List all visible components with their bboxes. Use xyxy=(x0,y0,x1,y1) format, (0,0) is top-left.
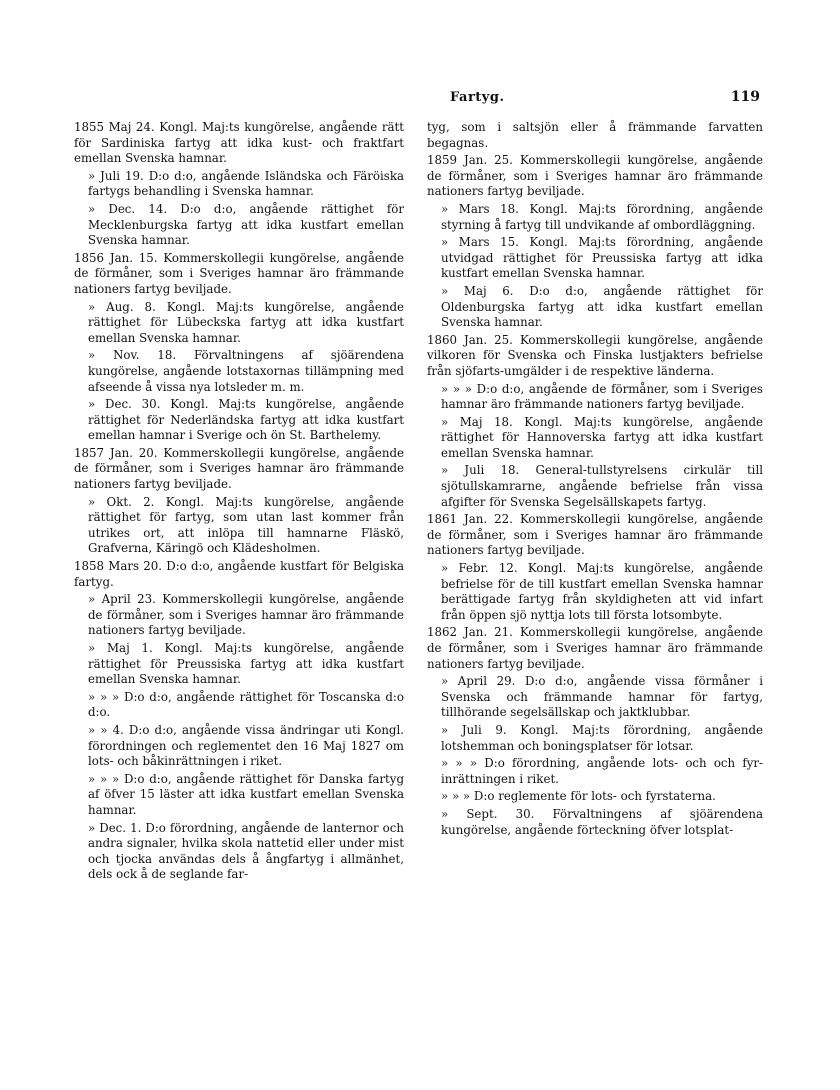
register-entry xyxy=(74,559,404,590)
register-entry xyxy=(74,169,404,200)
entry-date: 1858 Mars 20. xyxy=(74,559,163,574)
register-entry xyxy=(427,512,763,559)
page-header xyxy=(60,90,760,112)
register-entry xyxy=(74,772,404,819)
entry-date: » » » xyxy=(441,381,472,396)
register-entry xyxy=(427,674,763,721)
register-entry xyxy=(74,300,404,347)
entry-text: Kommerskollegii kungörelse, angående de förmåner, som i Sveriges hamnar äro främmande nationers fartyg beviljade. xyxy=(74,250,404,296)
entry-text: Kongl. Maj:ts kungörelse, angående befrielse för de till kustfart emellan Svenska hamnar berättigade fartyg från skyldigheten att vid infart från öppen sjö nyttja lots till första lotsombyte. xyxy=(441,561,763,622)
entry-text: D:o d:o, angående Isländska och Färöiska fartygs behandling i Svenska hamnar. xyxy=(88,168,405,199)
register-entry xyxy=(427,235,763,282)
register-entry xyxy=(427,202,763,233)
left-column xyxy=(74,120,404,885)
entry-text: Kongl. Maj:ts kungörelse, angående rättighet för Preussiska fartyg att idka kustfart emellan Svenska hamnar. xyxy=(88,641,404,687)
entry-text: Kommerskollegii kungörelse, angående de förmåner, som i Sveriges hamnar äro främmande nationers fartyg beviljade. xyxy=(88,592,405,638)
register-entry xyxy=(427,463,763,510)
entry-date: » Mars 15. xyxy=(441,235,519,250)
entry-text: D:o förordning, angående lots- och och fyr-inrättningen i riket. xyxy=(441,756,764,786)
entry-date: » Dec. 1. xyxy=(88,820,142,835)
page-number: 119 xyxy=(730,89,760,105)
register-entry xyxy=(427,382,763,413)
entry-date: » Nov. 18. xyxy=(88,348,177,363)
entry-date: » » » xyxy=(441,756,478,771)
register-entry xyxy=(74,202,404,249)
register-entry xyxy=(74,821,404,883)
entry-text: tyg, som i saltsjön eller å främmande farvatten begagnas. xyxy=(427,120,763,150)
register-entry xyxy=(74,641,404,688)
register-entry xyxy=(427,625,763,672)
entry-text: D:o d:o, angående rättighet för Toscanska d:o d:o. xyxy=(88,689,405,720)
entry-date: » » » xyxy=(88,771,120,786)
entry-date: » Dec. 30. xyxy=(88,397,161,412)
entry-text: Kongl. Maj:ts förordning, angående styrning å fartyg till undvikande af ombordläggning. xyxy=(441,201,764,232)
entry-date: 1857 Jan. 20. xyxy=(74,445,158,460)
entry-date: » Febr. 12. xyxy=(441,561,518,576)
entry-date: » » » xyxy=(441,789,471,804)
register-entry xyxy=(74,495,404,557)
entry-text: D:o d:o, angående de förmåner, som i Sveriges hamnar äro främmande nationers fartyg beviljade. xyxy=(441,381,763,412)
entry-date: » Okt. 2. xyxy=(88,494,155,509)
entry-text: General-tullstyrelsens cirkulär till sjötullskamrarne, angående befrielse från vissa afgifter för Svenska Segelsällskapets fartyg. xyxy=(441,463,764,509)
entry-text: D:o d:o, angående vissa ändringar uti Kongl. förordningen och reglementet den 16 Maj 1827 om lots- och båkinrättningen i riket. xyxy=(88,722,404,769)
entry-date: 1862 Jan. 21. xyxy=(427,625,513,640)
register-entry xyxy=(74,446,404,493)
entry-date: » » » xyxy=(88,689,120,704)
entry-date: » April 29. xyxy=(441,674,516,689)
register-entry xyxy=(427,153,763,200)
register-entry xyxy=(427,333,763,380)
entry-text: D:o reglemente för lots- och fyrstaterna. xyxy=(473,789,716,804)
entry-date: » » 4. xyxy=(88,722,124,737)
register-entry xyxy=(427,723,763,754)
entry-date: » Maj 1. xyxy=(88,641,153,655)
entry-date: 1856 Jan. 15. xyxy=(74,250,158,265)
register-entry xyxy=(427,561,763,623)
entry-text: Kongl. Maj:ts förordning, angående utvidgad rättighet för Preussiska fartyg att idka kustfart emellan Svenska hamnar. xyxy=(441,235,764,281)
entry-text: D:o d:o, angående rättighet för Mecklenburgska fartyg att idka kustfart emellan Svenska hamnar. xyxy=(88,201,405,248)
entry-text: Kommerskollegii kungörelse, angående de förmåner, som i Sveriges hamnar äro främmande nationers fartyg beviljade. xyxy=(427,625,763,671)
section-title: Fartyg. xyxy=(450,90,505,105)
register-entry xyxy=(74,723,404,770)
entry-text: D:o förordning, angående de lanternor och andra signaler, hvilka skola nattetid eller under mist och tjocka användas dels å ångfartyg i allmänhet, dels ock å de seglande far- xyxy=(88,820,404,882)
entry-text: Förvaltningens af sjöärendena kungörelse, angående lotstaxornas tillämpning med afseende å vissa nya lotsleder m. m. xyxy=(88,348,404,394)
entry-text: D:o d:o, angående vissa förmåner i Svenska och främmande hamnar för fartyg, tillhörande segelsällskap och jaktklubbar. xyxy=(441,674,763,720)
entry-text: Kommerskollegii kungörelse, angående de förmåner, som i Sveriges hamnar äro främmande nationers fartyg beviljade. xyxy=(427,512,763,558)
entry-text: Förvaltningens af sjöärendena kungörelse, angående förteckning öfver lotsplat- xyxy=(441,806,763,837)
entry-date: 1860 Jan. 25. xyxy=(427,332,513,347)
entry-text: Kommerskollegii kungörelse, angående de förmåner, som i Sveriges hamnar äro främmande nationers fartyg beviljade. xyxy=(74,445,404,492)
register-entry xyxy=(427,284,763,331)
right-column xyxy=(427,120,763,840)
register-entry xyxy=(74,348,404,395)
entry-date: » Maj 18. xyxy=(441,414,513,429)
register-entry xyxy=(74,120,404,167)
entry-date: » April 23. xyxy=(88,592,156,607)
register-entry xyxy=(74,397,404,444)
entry-date: 1861 Jan. 22. xyxy=(427,512,513,527)
entry-text: D:o d:o, angående rättighet för Oldenburgska fartyg att idka kustfart emellan Svenska hamnar. xyxy=(441,283,763,330)
entry-date: 1859 Jan. 25. xyxy=(427,153,513,168)
register-entry xyxy=(427,789,763,805)
entry-date: » Aug. 8. xyxy=(88,299,156,314)
entry-text: Kongl. Maj:ts förordning, angående lotshemman och boningsplatser för lotsar. xyxy=(441,722,763,753)
entry-text: Kongl. Maj:ts kungörelse, angående rättighet för Lübeckska fartyg att idka kustfart emellan Svenska hamnar. xyxy=(88,299,404,345)
entry-text: Kommerskollegii kungörelse, angående de förmåner, som i Sveriges hamnar äro främmande nationers fartyg beviljade. xyxy=(427,153,763,199)
register-entry xyxy=(427,415,763,462)
entry-text: D:o d:o, angående rättighet för Danska fartyg af öfver 15 läster att idka kustfart emellan Svenska hamnar. xyxy=(88,771,405,817)
register-entry xyxy=(427,120,763,151)
entry-date: » Dec. 14. xyxy=(88,201,168,216)
register-entry xyxy=(74,690,404,721)
entry-date: » Juli 19. xyxy=(88,168,144,183)
entry-date: » Sept. 30. xyxy=(441,806,535,821)
entry-date: » Mars 18. xyxy=(441,201,519,216)
entry-text: D:o d:o, angående kustfart för Belgiska fartyg. xyxy=(74,559,404,589)
register-entry xyxy=(74,592,404,639)
register-entry xyxy=(74,251,404,298)
register-entry xyxy=(427,756,763,787)
entry-text: Kommerskollegii kungörelse, angående vilkoren för Svenska och Finska lustjakters befrielse från sjöfarts-umgälder i de respektive länderna. xyxy=(427,332,763,378)
entry-date: 1855 Maj 24. xyxy=(74,120,155,134)
entry-text: Kongl. Maj:ts kungörelse, angående rättighet för Nederländska fartyg att idka kustfart emellan hamnar i Sverige och ön St. Barthelemy. xyxy=(88,397,404,443)
entry-date: » Juli 9. xyxy=(441,722,507,737)
entry-text: Kongl. Maj:ts kungörelse, angående rätt för Sardiniska fartyg att idka kust- och fraktfart emellan Svenska hamnar. xyxy=(74,120,405,166)
register-entry xyxy=(427,807,763,838)
entry-text: Kongl. Maj:ts kungörelse, angående rättighet för Hannoverska fartyg att idka kustfart emellan Svenska hamnar. xyxy=(441,414,764,460)
entry-date: » Maj 6. xyxy=(441,283,514,298)
entry-date: » Juli 18. xyxy=(441,463,520,478)
entry-text: Kongl. Maj:ts kungörelse, angående rättighet för fartyg, som utan last kommer från utrikes ort, att inlöpa till hamnarne Fläskö, Grafverna, Käringö och Klädesholmen. xyxy=(88,494,404,556)
